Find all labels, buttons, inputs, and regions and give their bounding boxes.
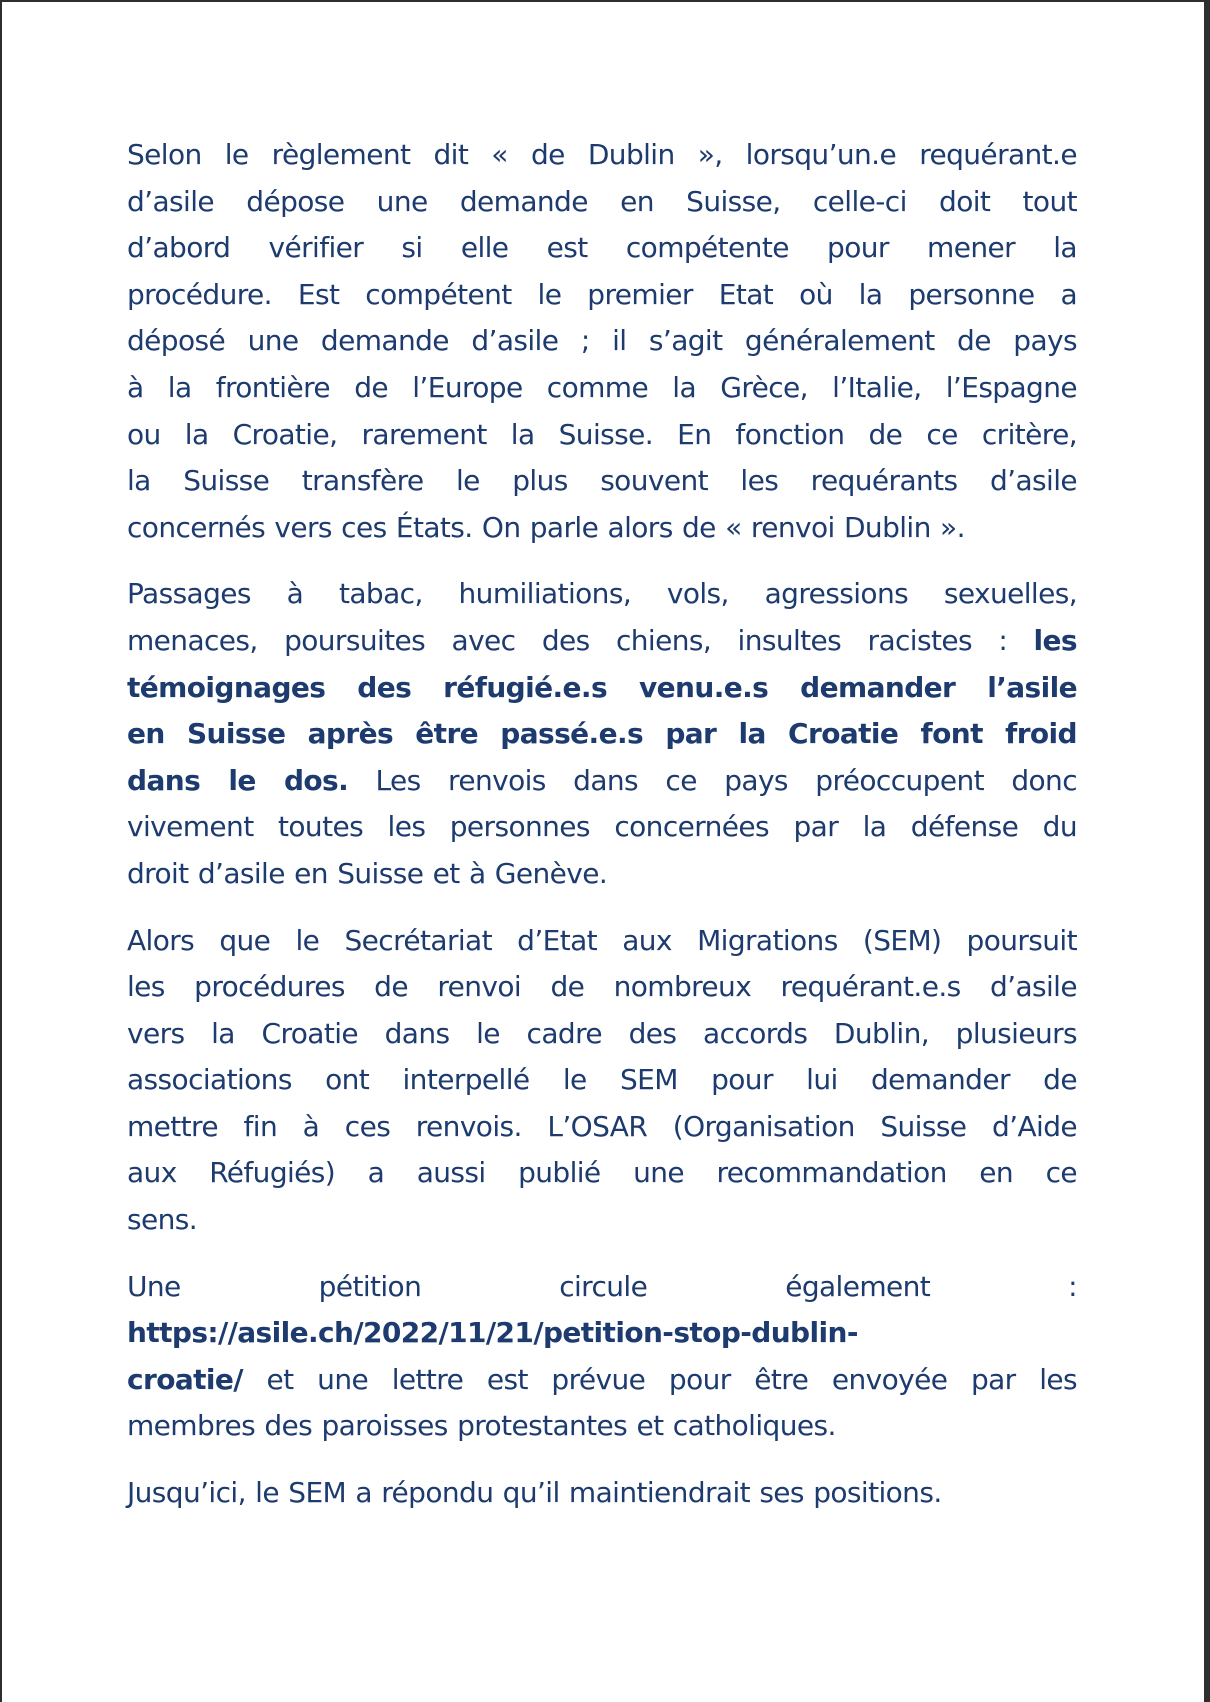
text-line: [127, 804, 1077, 851]
paragraph: [127, 571, 1077, 897]
body-text: Alors que le Secrétariat d’Etat aux Migrations (SEM) poursuit: [127, 923, 1077, 957]
paragraph: [127, 1470, 1077, 1517]
text-line: [127, 132, 1077, 179]
text-line-content: [127, 1057, 1077, 1104]
text-line: [127, 918, 1077, 965]
body-text: vivement toutes les personnes concernées par la défense du: [127, 810, 1077, 844]
bold-text: les: [1033, 623, 1077, 657]
body-text: et une lettre est prévue pour être envoyée par les: [242, 1362, 1077, 1396]
text-line: [127, 458, 1077, 505]
text-line: [127, 225, 1077, 272]
text-line-content: [127, 225, 1077, 272]
paragraph: [127, 132, 1077, 551]
text-line-content: [127, 272, 1077, 319]
bold-text: dans le dos.: [127, 763, 349, 797]
text-line-content: [127, 318, 1077, 365]
text-line: [127, 851, 1077, 898]
document-page: [2, 2, 1204, 1702]
text-line: [127, 1104, 1077, 1151]
text-line: [127, 711, 1077, 758]
body-text: menaces, poursuites avec des chiens, insultes racistes :: [127, 623, 1034, 657]
body-text: sens.: [127, 1203, 198, 1237]
text-line-content: [127, 179, 1077, 226]
body-text: à la frontière de l’Europe comme la Grèce, l’Italie, l’Espagne: [127, 370, 1077, 404]
petition-link[interactable]: croatie/: [127, 1362, 243, 1396]
text-line: [127, 272, 1077, 319]
text-line-content: [127, 1470, 1077, 1517]
body-text: Une pétition circule également :: [127, 1269, 1077, 1303]
text-line-content: [127, 1197, 1077, 1244]
text-line: [127, 318, 1077, 365]
body-text: concernés vers ces États. On parle alors de « renvoi Dublin ».: [127, 510, 965, 544]
text-line: [127, 1310, 1077, 1357]
text-line-content: [127, 758, 1077, 805]
text-line-content: [127, 365, 1077, 412]
text-line-content: [127, 132, 1077, 179]
body-text: Selon le règlement dit « de Dublin », lorsqu’un.e requérant.e: [127, 138, 1077, 171]
body-text: vers la Croatie dans le cadre des accords Dublin, plusieurs: [127, 1016, 1077, 1050]
text-line-content: [127, 711, 1077, 758]
text-line: [127, 964, 1077, 1011]
text-line: [127, 618, 1077, 665]
text-line-content: [127, 412, 1077, 459]
text-line-content: [127, 964, 1077, 1011]
text-line-content: [127, 1403, 1077, 1450]
text-line-content: [127, 505, 1077, 552]
text-line: [127, 1011, 1077, 1058]
paragraph: [127, 1264, 1077, 1450]
text-line-content: [127, 851, 1077, 898]
paragraph: [127, 918, 1077, 1244]
text-line-content: [127, 458, 1077, 505]
text-line: [127, 1197, 1077, 1244]
text-line-content: [127, 1264, 1077, 1311]
text-line-content: [127, 571, 1077, 618]
text-line: [127, 1470, 1077, 1517]
body-text: mettre fin à ces renvois. L’OSAR (Organisation Suisse d’Aide: [127, 1109, 1077, 1143]
text-line-content: [127, 1310, 1077, 1357]
text-line: [127, 1403, 1077, 1450]
text-line-content: [127, 1104, 1077, 1151]
body-text: Jusqu’ici, le SEM a répondu qu’il maintiendrait ses positions.: [127, 1476, 942, 1510]
body-text: déposé une demande d’asile ; il s’agit généralement de pays: [127, 324, 1077, 358]
text-line: [127, 571, 1077, 618]
text-line-content: [127, 665, 1077, 712]
text-line-content: [127, 618, 1077, 665]
text-line: [127, 179, 1077, 226]
text-line: [127, 1357, 1077, 1404]
text-line-content: [127, 1011, 1077, 1058]
body-text: membres des paroisses protestantes et catholiques.: [127, 1409, 836, 1443]
text-line-content: [127, 804, 1077, 851]
text-line-content: [127, 1357, 1077, 1404]
body-text: Passages à tabac, humiliations, vols, agressions sexuelles,: [127, 577, 1077, 611]
body-text: aux Réfugiés) a aussi publié une recommandation en ce: [127, 1156, 1077, 1190]
article-body: [127, 132, 1077, 1537]
petition-link[interactable]: https://asile.ch/2022/11/21/petition-stop-dublin-: [127, 1316, 858, 1350]
text-line: [127, 665, 1077, 712]
text-line: [127, 1150, 1077, 1197]
text-line: [127, 412, 1077, 459]
text-line: [127, 1264, 1077, 1311]
body-text: les procédures de renvoi de nombreux requérant.e.s d’asile: [127, 970, 1077, 1004]
body-text: droit d’asile en Suisse et à Genève.: [127, 856, 608, 890]
body-text: Les renvois dans ce pays préoccupent donc: [348, 763, 1077, 797]
text-line-content: [127, 1150, 1077, 1197]
body-text: procédure. Est compétent le premier Etat où la personne a: [127, 277, 1077, 311]
body-text: associations ont interpellé le SEM pour lui demander de: [127, 1063, 1077, 1097]
text-line-content: [127, 918, 1077, 965]
body-text: la Suisse transfère le plus souvent les requérants d’asile: [127, 464, 1077, 498]
body-text: d’abord vérifier si elle est compétente pour mener la: [127, 231, 1077, 265]
text-line: [127, 365, 1077, 412]
text-line: [127, 1057, 1077, 1104]
text-line: [127, 505, 1077, 552]
body-text: ou la Croatie, rarement la Suisse. En fonction de ce critère,: [127, 417, 1077, 451]
text-line: [127, 758, 1077, 805]
body-text: d’asile dépose une demande en Suisse, celle-ci doit tout: [127, 184, 1077, 218]
bold-text: témoignages des réfugié.e.s venu.e.s demander l’asile: [127, 670, 1077, 704]
bold-text: en Suisse après être passé.e.s par la Croatie font froid: [127, 717, 1077, 751]
